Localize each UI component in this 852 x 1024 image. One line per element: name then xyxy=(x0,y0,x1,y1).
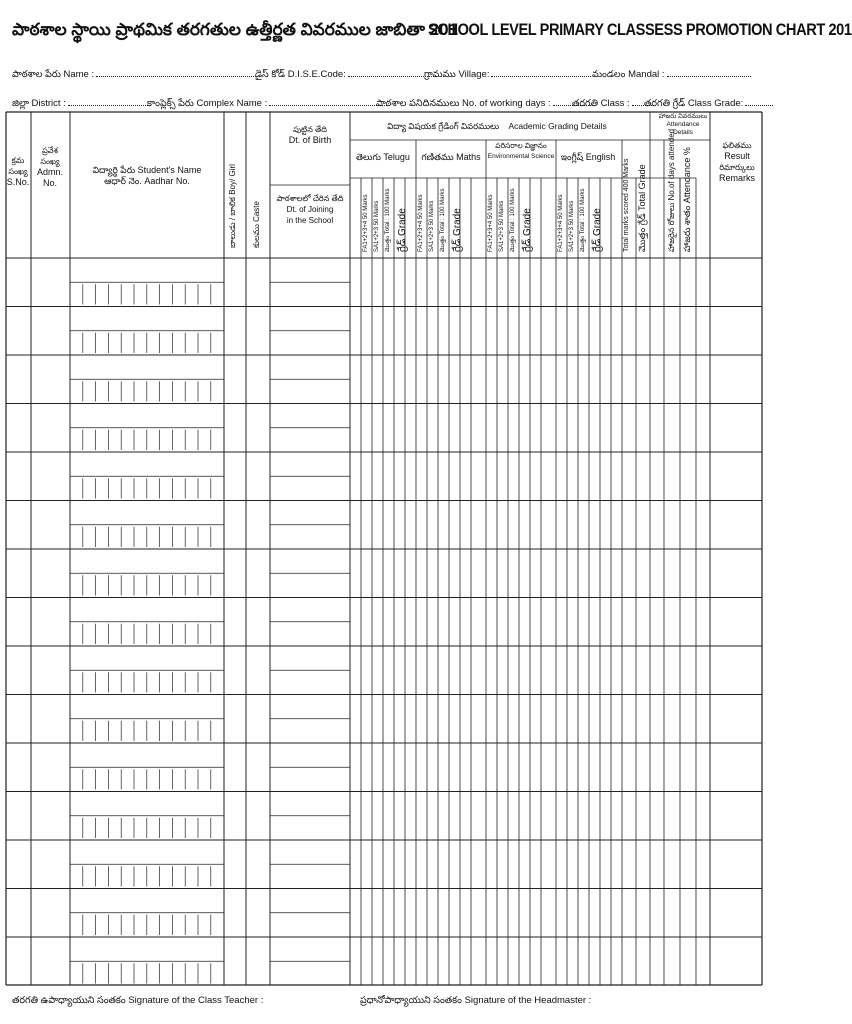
village-field[interactable]: గ్రామము Village: xyxy=(424,68,591,82)
gender-header: బాలుడు / బాలిక Boy/ Girl xyxy=(228,164,237,248)
subject-subheader-total-1: మొత్తం Total : 100 Marks xyxy=(440,188,446,252)
subject-subheader-sa-2: SA1+2+3 50 Marks xyxy=(499,200,505,252)
subject-subheader-total-3: మొత్తం Total : 100 Marks xyxy=(580,188,586,252)
district-field[interactable]: జిల్లా District : xyxy=(12,97,150,111)
attendance-percent-header: హాజరు శాతం Attendance % xyxy=(682,147,692,252)
subject-subheader-total-0: మొత్తం Total : 100 Marks xyxy=(385,188,391,252)
total-marks-header: Total marks scored 400 Marks xyxy=(623,158,630,252)
result-remarks-header: ఫలితము Result రిమార్కులు Remarks xyxy=(718,141,755,183)
subject-subheader-total-2: మొత్తం Total : 100 Marks xyxy=(510,188,516,252)
subject-subheader-grade-3: గ్రేడ్ Grade xyxy=(592,208,603,252)
subject-subheader-fa-2: FA1+2+3+4 50 Marks xyxy=(488,194,494,252)
mandal-field[interactable]: మండలం Mandal : xyxy=(592,68,751,82)
sno-header: క్రమ సంఖ్య S.No. xyxy=(6,156,30,187)
dob-header: పుట్టిన తేది Dt. of Birth xyxy=(288,125,332,145)
working-days-field[interactable]: పాఠశాల పనిదినములు No. of working days : xyxy=(376,97,595,111)
complex-name-field[interactable]: కాంప్లెక్స్ పేరు Complex Name : xyxy=(147,97,387,111)
class-field[interactable]: తరగతి Class : xyxy=(572,97,654,111)
subject-subheader-sa-0: SA1+2+3 50 Marks xyxy=(374,200,380,252)
evs-header: పరిసరాల విజ్ఞానం Environmental Science xyxy=(487,141,555,160)
headmaster-signature: ప్రధానోపాధ్యాయుని సంతకం Signature of the Headmaster : xyxy=(360,995,592,1006)
subject-subheader-fa-0: FA1+2+3+4 50 Marks xyxy=(363,194,369,252)
dise-code-field[interactable]: డైస్ కోడ్ D.I.S.E.Code: xyxy=(255,68,436,82)
page-title-english: SCHOOL LEVEL PRIMARY CLASSESS PROMOTION CHART 201 xyxy=(428,20,852,39)
subject-subheader-fa-1: FA1+2+3+4 50 Marks xyxy=(418,194,424,252)
subject-subheader-sa-1: SA1+2+3 50 Marks xyxy=(429,200,435,252)
subject-subheader-grade-2: గ్రేడ్ Grade xyxy=(522,208,533,252)
maths-header: గణితము Maths xyxy=(421,152,481,162)
attendance-details-header: హాజరు వివరములు Attendance Details xyxy=(658,113,708,136)
class-grade-field[interactable]: తరగతి గ్రేడ్ Class Grade: xyxy=(644,97,773,111)
subject-subheader-grade-0: గ్రేడ్ Grade xyxy=(397,208,408,252)
days-attended-header: హాజరైన రోజులు No.of days attended xyxy=(667,128,676,252)
subject-subheader-sa-3: SA1+2+3 50 Marks xyxy=(569,200,575,252)
total-grade-header: మొత్తం గ్రేడ్ Total Grade xyxy=(637,164,647,252)
class-teacher-signature: తరగతి ఉపాధ్యాయుని సంతకం Signature of the Class Teacher : xyxy=(12,995,264,1006)
academic-grading-header: విద్యా విషయక గ్రేడింగ్ వివరములు Academic Grading Details xyxy=(387,121,607,131)
english-header: ఇంగ్లీష్ English xyxy=(560,152,616,162)
subject-subheader-fa-3: FA1+2+3+4 50 Marks xyxy=(558,194,564,252)
caste-header: కులము Caste xyxy=(252,201,261,248)
admn-no-header: ప్రవేశ సంఖ్య Admn. No. xyxy=(36,146,63,188)
subject-subheader-grade-1: గ్రేడ్ Grade xyxy=(452,208,463,252)
doj-header: పాఠశాలలో చేరిన తేది Dt. of Joining in the School xyxy=(276,194,344,225)
student-name-header: విద్యార్థి పేరు Student's Name ఆధార్ నెం. Aadhar No. xyxy=(92,165,202,186)
page-title-telugu: పాఠశాల స్థాయి ప్రాథమిక తరగతుల ఉత్తీర్ణత వివరముల జాబితా 201 xyxy=(12,20,459,39)
school-name-field[interactable]: పాఠశాల పేరు Name : xyxy=(12,68,256,82)
telugu-header: తెలుగు Telugu xyxy=(356,152,410,162)
